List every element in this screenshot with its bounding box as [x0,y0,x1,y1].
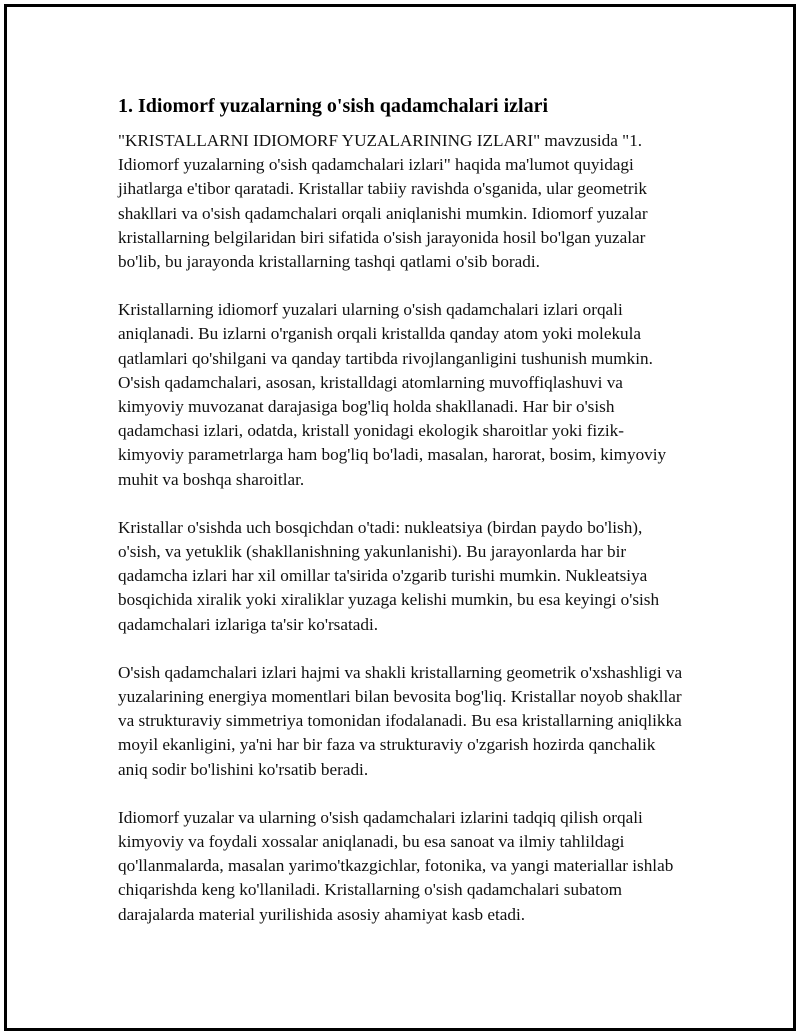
paragraph-5: Idiomorf yuzalar va ularning o'sish qadamchalari izlarini tadqiq qilish orqali kimyoviy va foydali xossalar aniqlanadi, bu esa sanoat va ilmiy tahlildagi qo'llanmalarda, masalan yarimo'tkazgichlar, fotonika, va yangi materiallar ishlab chiqarishda keng ko'llaniladi. Kristallarning o'sish qadamchalari subatom darajalarda material yurilishida asosiy ahamiyat kasb etadi. [118,807,674,924]
document-body [118,93,686,951]
paragraph-3: Kristallar o'sishda uch bosqichdan o'tadi: nukleatsiya (birdan paydo bo'lish), o'sish, va yetuklik (shakllanishning yakunlanishi). Bu jarayonlarda har bir qadamcha izlari har xil omillar ta'sirida o'zgarib turishi mumkin. Nukleatsiya bosqichida xiralik yoki xiraliklar yuzaga kelishi mumkin, bu esa keyingi o'sish qadamchalari izlariga ta'sir ko'rsatadi. [118,517,660,634]
section-heading: 1. Idiomorf yuzalarning o'sish qadamchalari izlari [118,95,549,117]
paragraph-2: Kristallarning idiomorf yuzalari ularning o'sish qadamchalari izlari orqali aniqlanadi. Bu izlarni o'rganish orqali kristallda qanday atom yoki molekula qatlamlari qo'shilgani va qanday tartibda rivojlanganligini tushunish mumkin. O'sish qadamchalari, asosan, kristalldagi atomlarning muvoffiqlashuvi va kimyoviy muvozanat darajasiga bog'liq holda shakllanadi. Har bir o'sish qadamchasi izlari, odatda, kristall yonidagi ekologik sharoitlar yoki fizik-kimyoviy parametrlarga ham bog'liq bo'ladi, masalan, harorat, bosim, kimyoviy muhit va boshqa sharoitlar. [118,300,667,489]
paragraph-4: O'sish qadamchalari izlari hajmi va shakli kristallarning geometrik o'xshashligi va yuzalarining energiya momentlari bilan bevosita bog'liq. Kristallar noyob shakllar va strukturaviy simmetriya tomonidan ifodalanadi. Bu esa kristallarning aniqlikka moyil ekanligini, ya'ni har bir faza va strukturaviy o'zgarish hozirda qanchalik aniq sodir bo'lishini ko'rsatib beradi. [118,662,683,779]
paragraph-1: "KRISTALLARNI IDIOMORF YUZALARINING IZLARI" mavzusida "1. Idiomorf yuzalarning o'sish qadamchalari izlari" haqida ma'lumot quyidagi jihatlarga e'tibor qaratadi. Kristallar tabiiy ravishda o'sganida, ular geometrik shakllari va o'sish qadamchalari orqali aniqlanishi mumkin. Idiomorf yuzalar kristallarning belgilaridan biri sifatida o'sish jarayonida hosil bo'lgan yuzalar bo'lib, bu jarayonda kristallarning tashqi qatlami o'sib boradi. [118,131,648,272]
